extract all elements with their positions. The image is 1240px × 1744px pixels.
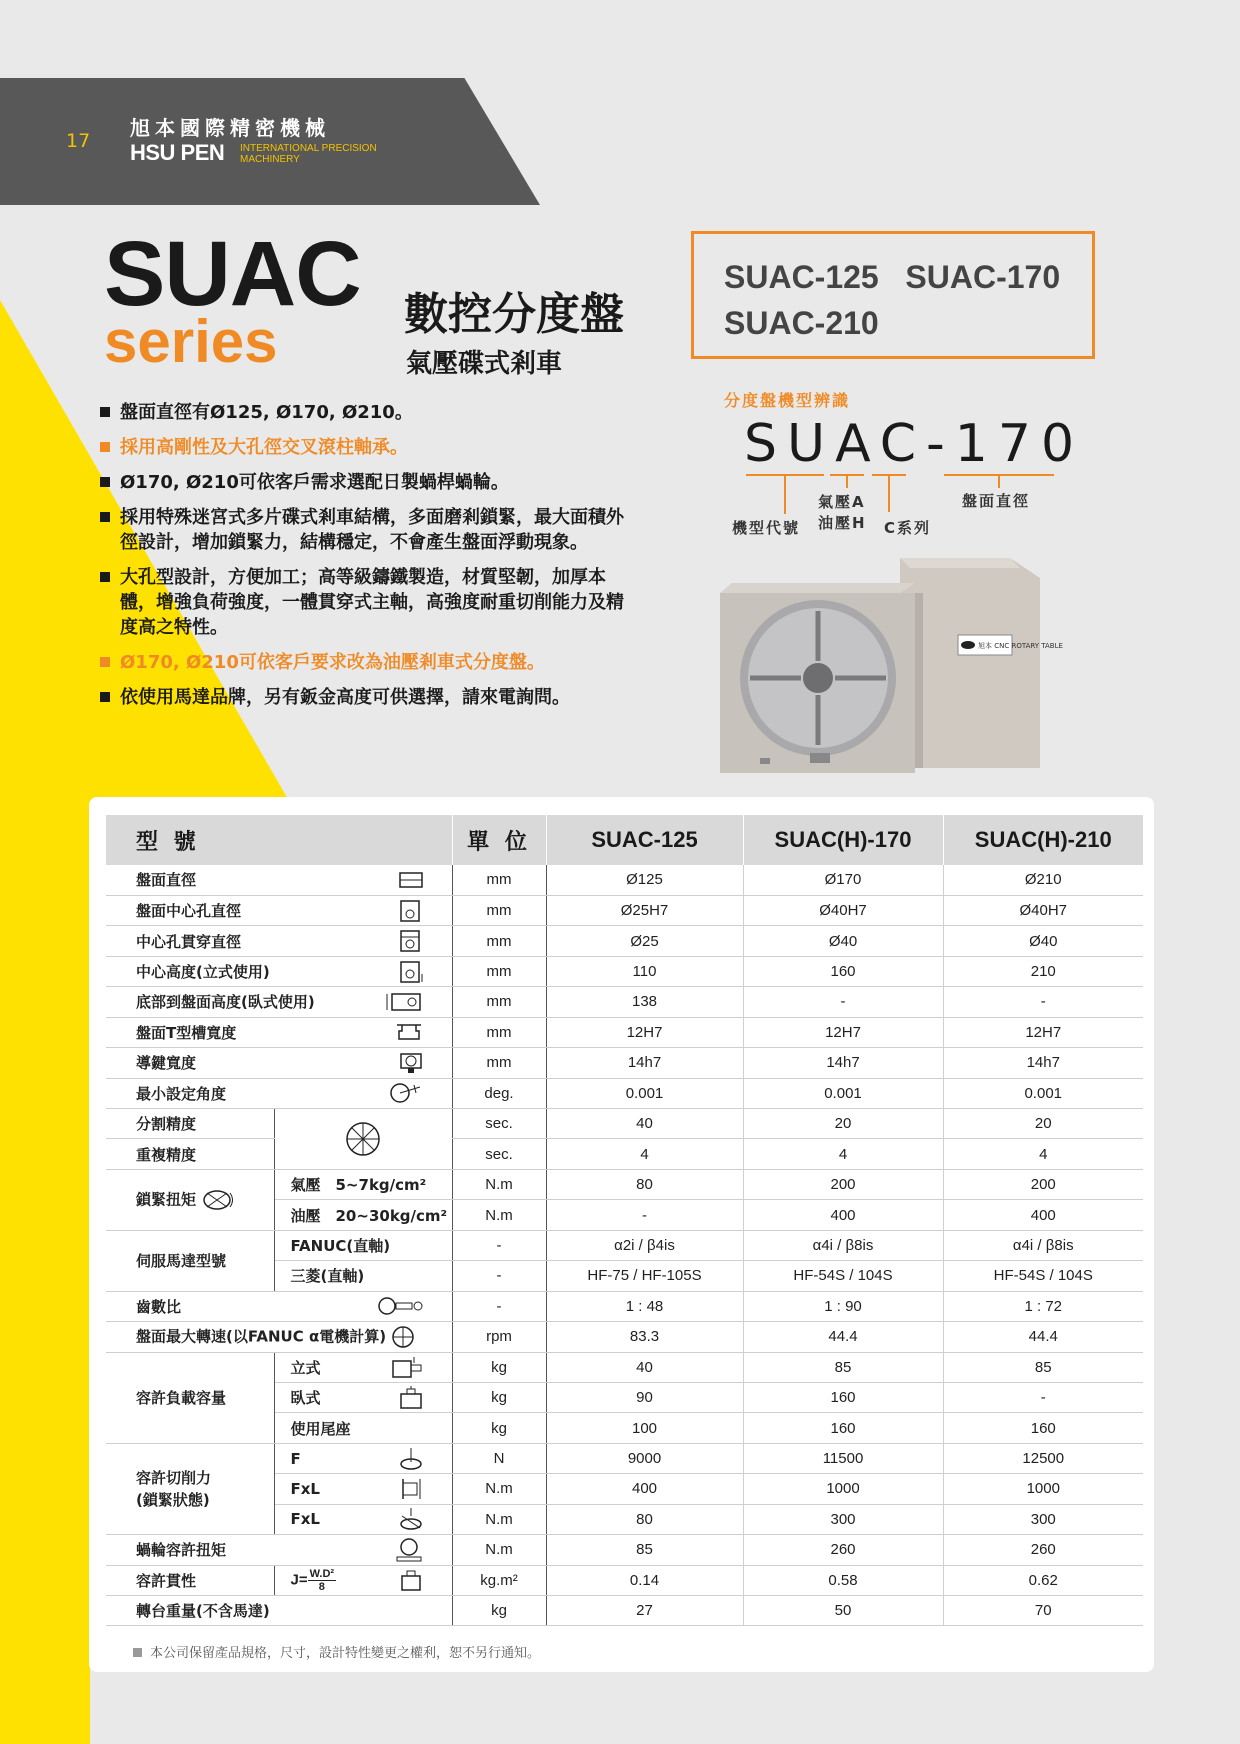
row-value: 14h7 bbox=[743, 1048, 943, 1078]
table-row bbox=[106, 895, 1143, 925]
row-value: 160 bbox=[943, 1413, 1143, 1443]
row-unit: N.m bbox=[452, 1474, 546, 1504]
row-unit: N.m bbox=[452, 1169, 546, 1199]
row-value: 80 bbox=[546, 1504, 743, 1534]
row-sub-label: F bbox=[274, 1443, 354, 1473]
row-value: - bbox=[943, 987, 1143, 1017]
row-sub-label: 油壓 20~30kg/cm² bbox=[274, 1200, 452, 1230]
row-sub-label: 氣壓 5~7kg/cm² bbox=[274, 1169, 452, 1199]
lock-torque-icon bbox=[201, 1187, 237, 1213]
feature-item: 大孔型設計，方便加工；高等級鑄鐵製造，材質堅韌，加厚本體，增強負荷強度，一體貫穿式主軸，高強度耐重切削能力及精度高之特性。 bbox=[100, 565, 640, 640]
row-label: 容許貫性 bbox=[106, 1565, 274, 1595]
row-label: 中心孔貫穿直徑 bbox=[106, 926, 354, 956]
row-label: 重複精度 bbox=[106, 1139, 274, 1169]
row-value: 0.14 bbox=[546, 1565, 743, 1595]
row-label: 底部到盤面高度(臥式使用) bbox=[106, 987, 354, 1017]
row-sub-label: FxL bbox=[274, 1504, 354, 1534]
plate-diameter-icon bbox=[354, 865, 452, 895]
row-value: 200 bbox=[943, 1169, 1143, 1199]
row-value: 400 bbox=[743, 1200, 943, 1230]
row-value: 14h7 bbox=[546, 1048, 743, 1078]
axial-force-icon bbox=[354, 1443, 452, 1473]
yellow-accent-band bbox=[0, 790, 90, 1744]
max-speed-cell bbox=[106, 1322, 452, 1352]
row-value: Ø40 bbox=[943, 926, 1143, 956]
row-value: Ø25 bbox=[546, 926, 743, 956]
row-value: 160 bbox=[743, 1382, 943, 1412]
row-value: HF-54S / 104S bbox=[743, 1261, 943, 1291]
table-row bbox=[106, 926, 1143, 956]
formula-numerator: W.D² bbox=[309, 1567, 335, 1580]
row-value: 50 bbox=[743, 1596, 943, 1626]
row-unit: mm bbox=[452, 865, 546, 895]
row-value: 85 bbox=[743, 1352, 943, 1382]
row-value: - bbox=[546, 1200, 743, 1230]
row-label: 盤面T型槽寬度 bbox=[106, 1017, 354, 1047]
feature-list bbox=[100, 400, 640, 720]
header-item: 型 號 bbox=[106, 815, 452, 865]
row-value: 1 : 72 bbox=[943, 1291, 1143, 1321]
feature-item: Ø170, Ø210可依客戶需求選配日製蝸桿蝸輪。 bbox=[100, 470, 640, 495]
table-row bbox=[106, 1169, 1143, 1199]
company-name-en-sub: INTERNATIONAL PRECISION MACHINERY bbox=[240, 143, 377, 165]
table-row bbox=[106, 1322, 1143, 1352]
table-row bbox=[106, 865, 1143, 895]
row-value: 83.3 bbox=[546, 1322, 743, 1352]
row-value: HF-75 / HF-105S bbox=[546, 1261, 743, 1291]
model-line-1: SUAC-125 SUAC-170 bbox=[724, 259, 1061, 295]
row-value: 4 bbox=[743, 1139, 943, 1169]
decoder-tick-c bbox=[888, 474, 890, 512]
row-label: 分割精度 bbox=[106, 1109, 274, 1139]
row-value: 1 : 48 bbox=[546, 1291, 743, 1321]
decoder-label-oil: 油壓H bbox=[818, 514, 867, 532]
company-name-zh: 旭本國際精密機械 bbox=[130, 116, 330, 140]
row-value: 138 bbox=[546, 987, 743, 1017]
product-subtitle-zh: 氣壓碟式剎車 bbox=[406, 349, 563, 379]
table-row bbox=[106, 1230, 1143, 1260]
row-value: 44.4 bbox=[743, 1322, 943, 1352]
max-speed-icon bbox=[391, 1325, 415, 1349]
feature-item: 採用高剛性及大孔徑交叉滾柱軸承。 bbox=[100, 435, 640, 460]
row-label: 伺服馬達型號 bbox=[106, 1230, 274, 1291]
gear-ratio-icon bbox=[354, 1291, 452, 1321]
row-value: 0.62 bbox=[943, 1565, 1143, 1595]
row-label: 盤面直徑 bbox=[106, 865, 354, 895]
page-number: 17 bbox=[66, 130, 91, 152]
row-value: 20 bbox=[943, 1109, 1143, 1139]
vertical-load-icon bbox=[354, 1352, 452, 1382]
product-title: SUAC bbox=[104, 223, 361, 325]
row-value: Ø170 bbox=[743, 865, 943, 895]
row-label: 導鍵寬度 bbox=[106, 1048, 354, 1078]
row-unit: mm bbox=[452, 1017, 546, 1047]
feature-item: 盤面直徑有Ø125, Ø170, Ø210。 bbox=[100, 400, 640, 425]
row-value: 300 bbox=[943, 1504, 1143, 1534]
row-value: 12500 bbox=[943, 1443, 1143, 1473]
model-list-box bbox=[691, 231, 1095, 359]
row-value: 0.58 bbox=[743, 1565, 943, 1595]
row-unit: sec. bbox=[452, 1139, 546, 1169]
row-label: 蝸輪容許扭矩 bbox=[106, 1535, 354, 1565]
header-unit: 單 位 bbox=[452, 815, 546, 865]
row-value: 1000 bbox=[943, 1474, 1143, 1504]
worm-gear-icon bbox=[354, 1535, 452, 1565]
row-value: 80 bbox=[546, 1169, 743, 1199]
table-row bbox=[106, 1596, 1143, 1626]
spec-table bbox=[106, 815, 1143, 1626]
row-value: Ø40H7 bbox=[943, 895, 1143, 925]
moment-force-icon bbox=[354, 1474, 452, 1504]
model-line-2: SUAC-210 bbox=[724, 305, 879, 341]
feature-item: 採用特殊迷宮式多片碟式剎車結構，多面磨剎鎖緊，最大面積外徑設計，增加鎖緊力，結構穩定，不會產生盤面浮動現象。 bbox=[100, 505, 640, 555]
row-value: 300 bbox=[743, 1504, 943, 1534]
table-row bbox=[106, 1048, 1143, 1078]
row-value: 12H7 bbox=[943, 1017, 1143, 1047]
row-value: 90 bbox=[546, 1382, 743, 1412]
row-value: - bbox=[743, 987, 943, 1017]
row-sub-label: FxL bbox=[274, 1474, 354, 1504]
row-value: 12H7 bbox=[546, 1017, 743, 1047]
row-unit: kg.m² bbox=[452, 1565, 546, 1595]
row-label: 盤面中心孔直徑 bbox=[106, 895, 354, 925]
base-height-icon bbox=[354, 987, 452, 1017]
decoder-label-model: 機型代號 bbox=[732, 519, 801, 537]
row-unit: mm bbox=[452, 987, 546, 1017]
row-sub-label: 三菱(直軸) bbox=[274, 1261, 452, 1291]
row-value: - bbox=[943, 1382, 1143, 1412]
row-value: 200 bbox=[743, 1169, 943, 1199]
table-row bbox=[106, 1078, 1143, 1108]
table-row bbox=[106, 1443, 1143, 1473]
row-unit: N bbox=[452, 1443, 546, 1473]
decoder-code: SUAC-170 bbox=[744, 414, 1085, 474]
row-value: 4 bbox=[943, 1139, 1143, 1169]
row-unit: mm bbox=[452, 956, 546, 986]
decoder-label-diameter: 盤面直徑 bbox=[962, 492, 1031, 510]
header-model-2: SUAC(H)-170 bbox=[743, 815, 943, 865]
through-hole-icon bbox=[354, 926, 452, 956]
row-sub-label: 臥式 bbox=[274, 1382, 354, 1412]
row-unit: mm bbox=[452, 1048, 546, 1078]
row-value: α4i / β8is bbox=[943, 1230, 1143, 1260]
row-label: 容許切削力 bbox=[136, 1468, 212, 1487]
row-unit: N.m bbox=[452, 1535, 546, 1565]
row-value: α4i / β8is bbox=[743, 1230, 943, 1260]
decoder-title: 分度盤機型辨識 bbox=[724, 391, 851, 410]
row-label: 最小設定角度 bbox=[106, 1078, 354, 1108]
row-value: 20 bbox=[743, 1109, 943, 1139]
row-value: α2i / β4is bbox=[546, 1230, 743, 1260]
row-value: Ø40 bbox=[743, 926, 943, 956]
row-unit: - bbox=[452, 1230, 546, 1260]
row-sub-label: FANUC(直軸) bbox=[274, 1230, 452, 1260]
horizontal-load-icon bbox=[354, 1382, 452, 1412]
header-model-1: SUAC-125 bbox=[546, 815, 743, 865]
product-title-zh: 數控分度盤 bbox=[404, 289, 624, 340]
row-unit: deg. bbox=[452, 1078, 546, 1108]
rotary-table-image bbox=[720, 553, 1063, 783]
row-value: Ø210 bbox=[943, 865, 1143, 895]
row-label-note: (鎖緊狀態) bbox=[136, 1490, 210, 1509]
row-value: 0.001 bbox=[943, 1078, 1143, 1108]
feature-item: Ø170, Ø210可依客戶要求改為油壓剎車式分度盤。 bbox=[100, 650, 640, 675]
table-row bbox=[106, 987, 1143, 1017]
table-row bbox=[106, 1291, 1143, 1321]
t-slot-icon bbox=[354, 1017, 452, 1047]
row-value: 44.4 bbox=[943, 1322, 1143, 1352]
row-value: 400 bbox=[943, 1200, 1143, 1230]
row-value: 100 bbox=[546, 1413, 743, 1443]
row-sub-label: 立式 bbox=[274, 1352, 354, 1382]
row-value: Ø40H7 bbox=[743, 895, 943, 925]
table-row bbox=[106, 956, 1143, 986]
row-sub-label: 使用尾座 bbox=[274, 1413, 452, 1443]
row-value: 160 bbox=[743, 1413, 943, 1443]
row-value: 11500 bbox=[743, 1443, 943, 1473]
row-unit: - bbox=[452, 1291, 546, 1321]
row-value: 9000 bbox=[546, 1443, 743, 1473]
accuracy-icon bbox=[274, 1109, 452, 1170]
table-row bbox=[106, 1565, 1143, 1595]
row-value: 110 bbox=[546, 956, 743, 986]
table-row bbox=[106, 1109, 1143, 1139]
row-label: 盤面最大轉速(以FANUC α電機計算) bbox=[136, 1327, 387, 1346]
row-label: 中心高度(立式使用) bbox=[106, 956, 354, 986]
table-row bbox=[106, 1017, 1143, 1047]
row-value: 1000 bbox=[743, 1474, 943, 1504]
row-value: 210 bbox=[943, 956, 1143, 986]
row-value: 40 bbox=[546, 1352, 743, 1382]
row-value: 12H7 bbox=[743, 1017, 943, 1047]
row-value: Ø25H7 bbox=[546, 895, 743, 925]
row-unit: N.m bbox=[452, 1504, 546, 1534]
row-value: 85 bbox=[943, 1352, 1143, 1382]
product-series: series bbox=[104, 308, 278, 375]
decoder-tick-model bbox=[784, 474, 786, 514]
center-height-icon bbox=[354, 956, 452, 986]
row-value: HF-54S / 104S bbox=[943, 1261, 1143, 1291]
row-value: 260 bbox=[943, 1535, 1143, 1565]
feature-item: 依使用馬達品牌，另有鈑金高度可供選擇，請來電詢問。 bbox=[100, 685, 640, 710]
row-value: 70 bbox=[943, 1596, 1143, 1626]
row-value: 0.001 bbox=[743, 1078, 943, 1108]
row-value: 14h7 bbox=[943, 1048, 1143, 1078]
row-value: 400 bbox=[546, 1474, 743, 1504]
row-label: 鎖緊扭矩 bbox=[136, 1190, 197, 1209]
decoder-label-c: C系列 bbox=[884, 519, 932, 537]
row-unit: kg bbox=[452, 1413, 546, 1443]
row-label: 轉台重量(不含馬達) bbox=[106, 1596, 452, 1626]
inertia-icon bbox=[354, 1565, 452, 1595]
row-unit: sec. bbox=[452, 1109, 546, 1139]
row-unit: mm bbox=[452, 895, 546, 925]
row-value: 160 bbox=[743, 956, 943, 986]
row-unit: - bbox=[452, 1261, 546, 1291]
row-value: 27 bbox=[546, 1596, 743, 1626]
row-value: 85 bbox=[546, 1535, 743, 1565]
row-unit: kg bbox=[452, 1352, 546, 1382]
guide-key-icon bbox=[354, 1048, 452, 1078]
lock-torque-cell bbox=[106, 1169, 274, 1230]
rotary-table-label: 旭本 CNC ROTARY TABLE bbox=[978, 642, 1063, 650]
angle-icon bbox=[354, 1078, 452, 1108]
row-unit: mm bbox=[452, 926, 546, 956]
row-value: 1 : 90 bbox=[743, 1291, 943, 1321]
table-row bbox=[106, 1139, 1143, 1169]
tangential-force-icon bbox=[354, 1504, 452, 1534]
row-label: 容許負載容量 bbox=[106, 1352, 274, 1443]
header-model-3: SUAC(H)-210 bbox=[943, 815, 1143, 865]
footnote: 本公司保留產品規格，尺寸，設計特性變更之權利，恕不另行通知。 bbox=[133, 1642, 540, 1661]
row-value: 0.001 bbox=[546, 1078, 743, 1108]
row-value: 260 bbox=[743, 1535, 943, 1565]
decoder-tick-type bbox=[846, 474, 848, 488]
row-label: 齒數比 bbox=[106, 1291, 354, 1321]
row-value: Ø125 bbox=[546, 865, 743, 895]
table-row bbox=[106, 1535, 1143, 1565]
table-row bbox=[106, 1352, 1143, 1382]
decoder-label-air: 氣壓A bbox=[818, 493, 866, 511]
center-hole-icon bbox=[354, 895, 452, 925]
decoder-tick-diameter bbox=[998, 474, 1000, 488]
formula-denominator: 8 bbox=[318, 1580, 325, 1593]
row-unit: kg bbox=[452, 1382, 546, 1412]
row-unit: N.m bbox=[452, 1200, 546, 1230]
row-value: 40 bbox=[546, 1109, 743, 1139]
row-unit: kg bbox=[452, 1596, 546, 1626]
inertia-formula bbox=[274, 1565, 354, 1595]
formula-prefix: J= bbox=[290, 1571, 308, 1589]
company-name-en: HSU PEN bbox=[130, 140, 225, 165]
spec-table-card bbox=[89, 797, 1154, 1672]
row-value: 4 bbox=[546, 1139, 743, 1169]
cutting-force-cell bbox=[106, 1443, 274, 1534]
row-unit: rpm bbox=[452, 1322, 546, 1352]
